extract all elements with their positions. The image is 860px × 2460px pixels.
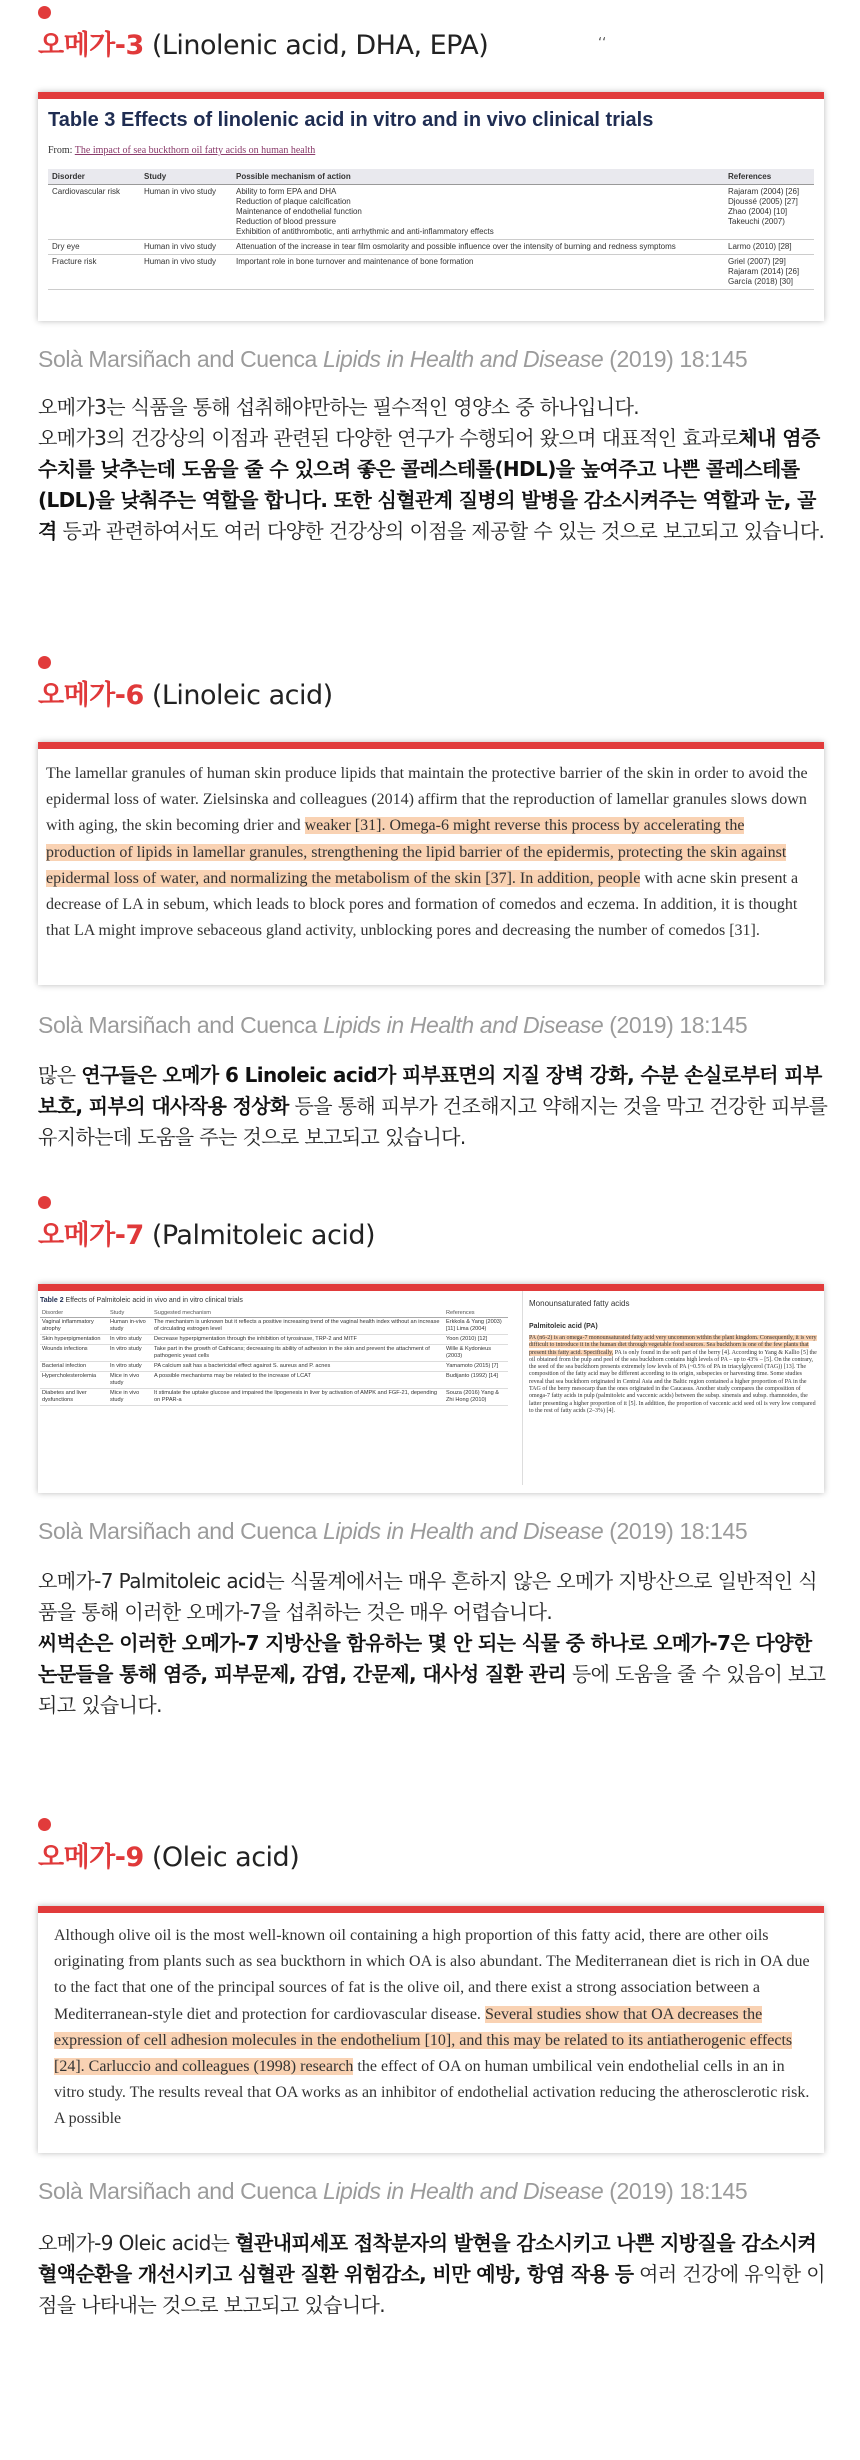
- table-row: [40, 1389, 508, 1406]
- cell-study: Human in vivo study: [140, 255, 232, 290]
- cell-mechanism: A possible mechanisms may be related to the increase of LCAT: [152, 1372, 444, 1389]
- citation-journal: Lipids in Health and Disease: [322, 1012, 604, 1038]
- excerpt-text-plain: with acne skin present a decrease of LA in sebum, which leads to block pores and formation of comedos and eczema. In addition, it is thought that LA might improve sebaceous gland activity, unblocking pores and decreasing the number of comedos [31].: [46, 869, 799, 940]
- excerpt-text-plain: the effect of OA on human umbilical vein endothelial cells in an in vitro study. The results reveal that OA works as an inhibitor of endothelial activation reducing the atherosclerotic risk. A possible: [54, 2058, 810, 2128]
- oleic-excerpt: [38, 1906, 824, 2153]
- mechanism-line: Ability to form EPA and DHA: [236, 187, 337, 196]
- source-label: From:: [48, 145, 75, 156]
- citation-year: (2019) 18:145: [603, 346, 748, 372]
- excerpt-paragraph: [46, 761, 816, 944]
- table-row: [40, 1345, 508, 1362]
- column-header: Disorder: [40, 1309, 108, 1318]
- cell-disorder: Dry eye: [48, 240, 140, 255]
- cell-references: [724, 240, 814, 255]
- mechanism-line: Important role in bone turnover and maintenance of bone formation: [236, 257, 474, 266]
- section-heading-omega9: [38, 1840, 299, 1876]
- table-row: [40, 1318, 508, 1335]
- table3-figure: [38, 92, 824, 321]
- table-caption: Effects of Palmitoleic acid in vivo and in vitro clinical trials: [63, 1297, 243, 1304]
- reference-link[interactable]: Djoussé (2005) [27]: [728, 197, 798, 206]
- heading-subtitle: (Palmitoleic acid): [143, 1220, 375, 1251]
- reference-link[interactable]: Griel (2007) [29]: [728, 257, 786, 266]
- citation: [38, 346, 747, 373]
- section-bullet: [38, 6, 51, 19]
- mechanism-line: Exhibition of antithrombotic, anti arrhythmic and anti-inflammatory effects: [236, 227, 494, 236]
- paragraph-emphasis: 연구들은 오메가 6 Linoleic acid가 피부표면의 지질 장벽 강화, 수분 손실로부터 피부 보호, 피부의 대사작용 정상화: [38, 1063, 822, 1118]
- panel-body: [529, 1335, 817, 1415]
- quote-mark: ‘‘: [598, 36, 607, 51]
- cell-disorder: Vaginal inflammatory atrophy: [40, 1318, 108, 1335]
- excerpt-paragraph: [54, 1923, 816, 2133]
- column-header: Suggested mechanism: [152, 1309, 444, 1318]
- source-link[interactable]: The impact of sea buckthorn oil fatty acids on human health: [74, 145, 316, 156]
- citation-journal: Lipids in Health and Disease: [322, 1518, 604, 1544]
- cell-mechanism: [232, 240, 724, 255]
- citation-journal: Lipids in Health and Disease: [322, 346, 604, 372]
- effects-table: [48, 169, 814, 290]
- paragraph-text: 등과 관련하여서도 여러 다양한 건강상의 이점을 제공할 수 있는 것으로 보고되고 있습니다.: [56, 519, 825, 543]
- cell-study: Human in-vivo study: [108, 1318, 152, 1335]
- paragraph-emphasis: 씨벅손은 이러한 오메가-7 지방산을 함유하는 몇 안 되는 식물 중 하나로 오메가-7은 다양한 논문들을 통해 염증, 피부문제, 감염, 간문제, 대사성 질환 관리: [38, 1631, 812, 1686]
- cell-study: In vitro study: [108, 1362, 152, 1372]
- cell-disorder: Bacterial infection: [40, 1362, 108, 1372]
- citation-authors: Solà Marsiñach and Cuenca: [38, 1012, 323, 1038]
- cell-mechanism: Take part in the growth of Cathicans; decreasing its ability of adhesion in the skin and prevent the attachment of pathogenic yeast cells: [152, 1345, 444, 1362]
- citation-year: (2019) 18:145: [603, 2178, 748, 2204]
- citation: [38, 2178, 747, 2205]
- citation: [38, 1518, 747, 1545]
- reference-link[interactable]: Takeuchi (2007): [728, 217, 785, 226]
- citation-year: (2019) 18:145: [603, 1518, 748, 1544]
- cell-references: [724, 255, 814, 290]
- cell-mechanism: [232, 185, 724, 240]
- cell-disorder: Cardiovascular risk: [48, 185, 140, 240]
- description-paragraph: [38, 1566, 828, 1721]
- citation-authors: Solà Marsiñach and Cuenca: [38, 346, 323, 372]
- cell-mechanism: PA calcium salt has a bactericidal effect against S. aureus and P. acnes: [152, 1362, 444, 1372]
- paragraph-line: 오메가3는 식품을 통해 섭취해야만하는 필수적인 영양소 중 하나입니다.: [38, 395, 640, 419]
- mechanism-line: Attenuation of the increase in tear film osmolarity and possible influence over the intensity of burning and redness symptoms: [236, 242, 676, 251]
- cell-study: Human in vivo study: [140, 240, 232, 255]
- monounsaturated-panel: [522, 1291, 823, 1485]
- description-paragraph: [38, 2228, 828, 2321]
- cell-study: Mice in vivo study: [108, 1372, 152, 1389]
- column-header: References: [724, 169, 814, 185]
- paragraph-body: [38, 1628, 828, 1721]
- cell-references: Yamamoto (2015) [7]: [444, 1362, 508, 1372]
- section-bullet: [38, 656, 51, 669]
- column-header: Study: [108, 1309, 152, 1318]
- table-row: [40, 1362, 508, 1372]
- table-row: [40, 1372, 508, 1389]
- citation-authors: Solà Marsiñach and Cuenca: [38, 2178, 323, 2204]
- heading-highlight: 오메가-9: [38, 1842, 144, 1873]
- cell-mechanism: [232, 255, 724, 290]
- citation-journal: Lipids in Health and Disease: [322, 2178, 604, 2204]
- paragraph-line: 오메가-7 Palmitoleic acid는 식물계에서는 매우 흔하지 않은 오메가 지방산으로 일반적인 식품을 통해 이러한 오메가-7을 섭취하는 것은 매우 어렵습니다.: [38, 1569, 817, 1624]
- table-title: Table 3 Effects of linolenic acid in vitro and in vivo clinical trials: [48, 109, 654, 131]
- paragraph-body: [38, 423, 828, 547]
- citation: [38, 1012, 747, 1039]
- panel-subheading: Palmitoleic acid (PA): [529, 1323, 598, 1330]
- cell-mechanism: It stimulate the uptake glucose and impaired the lipogenesis in liver by activation of AMPK and FGF-21, depending on PPAR-a: [152, 1389, 444, 1406]
- panel-heading: Monounsaturated fatty acids: [529, 1299, 630, 1308]
- heading-subtitle: (Linoleic acid): [143, 680, 333, 711]
- cell-study: Human in vivo study: [140, 185, 232, 240]
- column-header: Disorder: [48, 169, 140, 185]
- palmitoleic-table: [40, 1309, 508, 1406]
- paragraph-text: 오메가3의 건강상의 이점과 관련된 다양한 연구가 수행되어 왔으며 대표적인 효과로: [38, 426, 739, 450]
- cell-disorder: Hypercholesterolemia: [40, 1372, 108, 1389]
- heading-subtitle: (Oleic acid): [143, 1842, 300, 1873]
- paragraph-text: 여러 건강에 유익한 이점을 나타내는 것으로 보고되고 있습니다.: [38, 2262, 825, 2317]
- cell-study: In vitro study: [108, 1345, 152, 1362]
- section-heading-omega3: [38, 28, 488, 64]
- heading-highlight: 오메가-3: [38, 30, 144, 61]
- palmitoleic-figure: [38, 1284, 824, 1493]
- panel-text: PA is only found in the soft part of the berry [4]. According to Yang & Kallio [5] the oil obtained from the pulp and peel of the sea buckthorn contains high levels of PA – up to 43% – [5]. On the contrary, the seed of the sea buckthorn presents extremely low levels of PA (~0.5% of PA in triacylglycerol (TAG)) [13]. The composition of the fatty acid may be different according to its origin, subspecies or harvesting time. Some studies reveal that sea buckthorn originated in Central Asia and the Baltic region contained a higher proportion of PA in the TAG of the berry mesocarp than the ones originated in the Caucasus. Another study compares the composition of omega-7 fatty acids in pulp (palmitoleic and vaccenic acids) between the subsp. sinensis and subsp. rhamnoides, the latter presenting a higher proportion of it [5]. In addition, the proportion of vaccenic acid seed oil is very low compared to the rest of fatty acids (2–3%) [4].: [529, 1349, 817, 1414]
- section-heading-omega6: [38, 678, 333, 714]
- cell-disorder: Wounds infections: [40, 1345, 108, 1362]
- column-header: Possible mechanism of action: [232, 169, 724, 185]
- section-heading-omega7: [38, 1218, 375, 1254]
- mechanism-line: Reduction of blood pressure: [236, 217, 337, 226]
- cell-references: Budijanto (1992) [14]: [444, 1372, 508, 1389]
- heading-subtitle: (Linolenic acid, DHA, EPA): [143, 30, 489, 61]
- cell-disorder: Skin hyperpigmentation: [40, 1335, 108, 1345]
- panel-highlight: PA (n6-2) is an omega-7 monounsaturated fatty acid very uncommon within the plant kingdom. Consequently, it is very difficult to introduce it in the human diet through vegetable food sources. Sea buckthorn is one of the few plants that present this fatty acid. Specifically,: [529, 1335, 817, 1356]
- reference-link[interactable]: Larmo (2010) [28]: [728, 242, 792, 251]
- table-row: [48, 240, 814, 255]
- cell-references: Souza (2016) Yang & Zhi Hong (2010): [444, 1389, 508, 1406]
- linoleic-excerpt: [38, 742, 824, 985]
- paragraph-text: 오메가-9 Oleic acid는: [38, 2231, 236, 2255]
- heading-highlight: 오메가-6: [38, 680, 144, 711]
- excerpt-text-plain: The lamellar granules of human skin produce lipids that maintain the protective barrier of the skin in order to avoid the epidermal loss of water. Zielsinska and colleagues (2014) affirm that the reproduction of lamellar granules slows down with aging, the skin becoming drier and: [46, 765, 808, 835]
- reference-link[interactable]: Rajaram (2014) [26]: [728, 267, 800, 276]
- paragraph-text: 등에 도움을 줄 수 있음이 보고되고 있습니다.: [38, 1662, 826, 1717]
- table2-panel: [38, 1291, 518, 1485]
- cell-disorder: Fracture risk: [48, 255, 140, 290]
- reference-link[interactable]: García (2018) [30]: [728, 277, 793, 286]
- excerpt-text: [54, 1923, 816, 2133]
- description-paragraph: [38, 1060, 828, 1153]
- heading-highlight: 오메가-7: [38, 1220, 144, 1251]
- table-source: [48, 145, 315, 156]
- column-header: References: [444, 1309, 508, 1318]
- reference-link[interactable]: Zhao (2004) [10]: [728, 207, 788, 216]
- excerpt-highlight: Several studies show that OA decreases the expression of cell adhesion molecules in the endothelium [10], and this may be related to its antiatherogenic effects [24]. Carluccio and colleagues (1998) research: [54, 2005, 793, 2076]
- paragraph-text: 많은: [38, 1063, 82, 1087]
- description-paragraph: [38, 392, 828, 547]
- excerpt-highlight: weaker [31]. Omega-6 might reverse this process by accelerating the production of lipids in lamellar granules, strengthening the lipid barrier of the epidermis, protecting the skin against epidermal loss of water, and normalizing the metabolism of the skin [37]. In addition, people: [46, 817, 787, 887]
- excerpt-text: [46, 761, 816, 944]
- column-header: Study: [140, 169, 232, 185]
- table-number: Table 2: [40, 1297, 64, 1304]
- citation-authors: Solà Marsiñach and Cuenca: [38, 1518, 323, 1544]
- cell-study: In vitro study: [108, 1335, 152, 1345]
- table-title: [40, 1297, 243, 1304]
- table-row: [48, 255, 814, 290]
- section-bullet: [38, 1196, 51, 1209]
- paragraph-emphasis: 혈관내피세포 접착분자의 발현을 감소시키고 나쁜 지방질을 감소시켜 혈액순환을 개선시키고 심혈관 질환 위험감소, 비만 예방, 항염 작용 등: [38, 2231, 817, 2286]
- cell-mechanism: Decrease hyperpigmentation through the inhibition of tyrosinase, TRP-2 and MITF: [152, 1335, 444, 1345]
- section-bullet: [38, 1818, 51, 1831]
- table-row: [40, 1335, 508, 1345]
- cell-references: [724, 185, 814, 240]
- paragraph-text: 등을 통해 피부가 건조해지고 약해지는 것을 막고 건강한 피부를 유지하는데 도움을 주는 것으로 보고되고 있습니다.: [38, 1094, 828, 1149]
- citation-year: (2019) 18:145: [603, 1012, 748, 1038]
- reference-link[interactable]: Rajaram (2004) [26]: [728, 187, 800, 196]
- cell-study: Mice in vivo study: [108, 1389, 152, 1406]
- cell-references: Wille & Kydonieus (2003): [444, 1345, 508, 1362]
- cell-mechanism: The mechanism is unknown but it reflects a positive increasing trend of the vaginal health index without an increase of circulating estrogen level: [152, 1318, 444, 1335]
- cell-references: Yoon (2010) [12]: [444, 1335, 508, 1345]
- mechanism-line: Reduction of plaque calcification: [236, 197, 351, 206]
- mechanism-line: Maintenance of endothelial function: [236, 207, 362, 216]
- cell-disorder: Diabetes and liver dysfunctions: [40, 1389, 108, 1406]
- excerpt-text-plain: Although olive oil is the most well-known oil containing a high proportion of this fatty acid, there are other oils originating from plants such as sea buckthorn in which OA is also abundant. The Mediterranean diet is rich in OA due to the fact that one of the principal sources of fat is the olive oil, and there exist a strong association between a Mediterranean-style diet and protection for cardiovascular disease.: [54, 1927, 810, 2023]
- paragraph-emphasis: 체내 염증 수치를 낮추는데 도움을 줄 수 있으려 좋은 콜레스테롤(HDL)을 높여주고 나쁜 콜레스테롤(LDL)을 낮춰주는 역할을 합니다. 또한 심혈관계 질병의 발병을 감소시켜주는 역할과 눈, 골격: [38, 426, 820, 543]
- cell-references: Erkkola & Yang (2003) [11] Lima (2004): [444, 1318, 508, 1335]
- table-row: [48, 185, 814, 240]
